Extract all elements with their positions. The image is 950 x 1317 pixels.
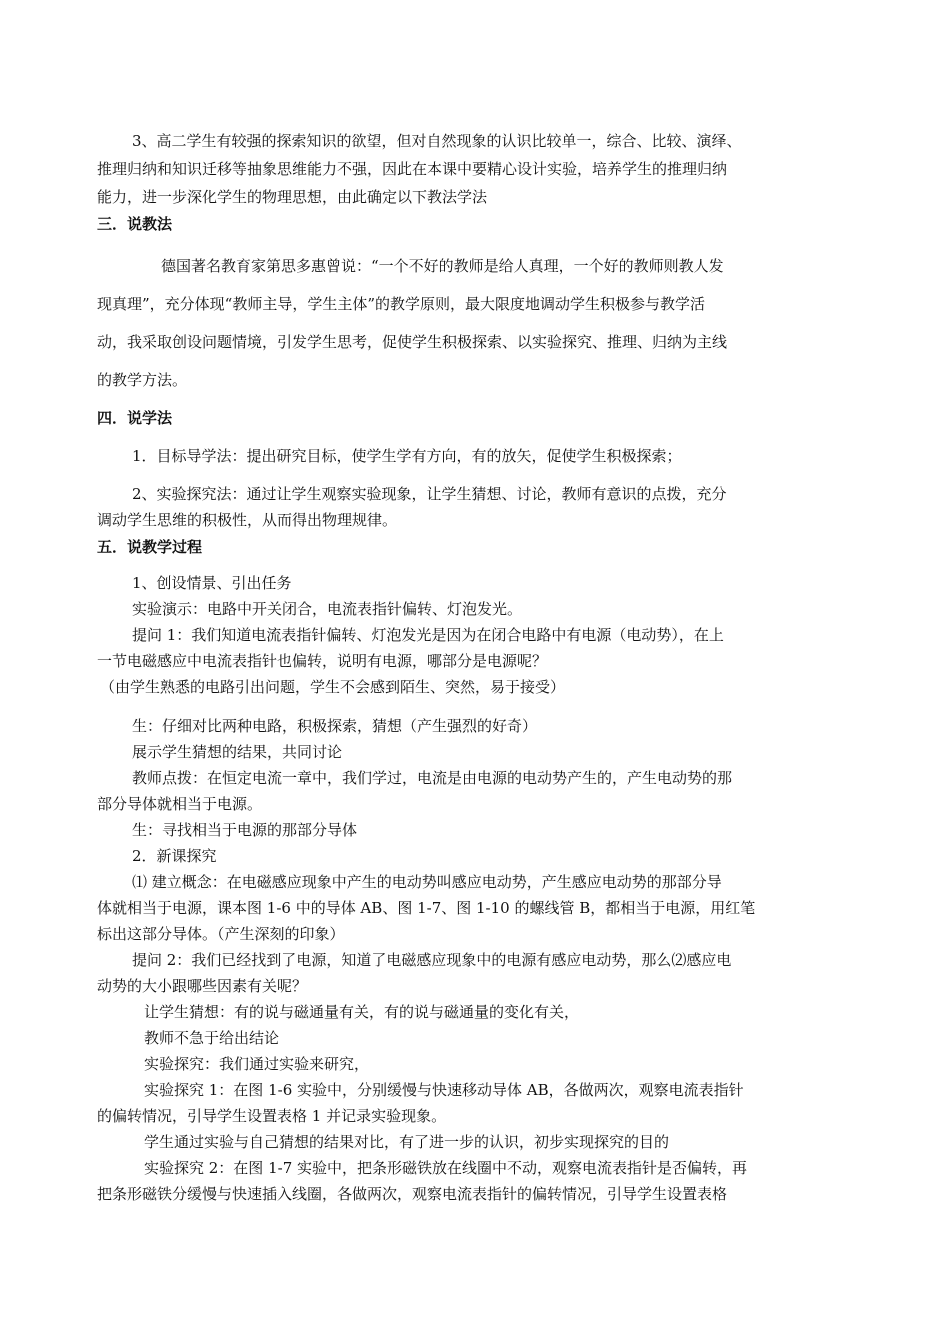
paragraph-line: 动，我采取创设问题情境，引发学生思考，促使学生积极探索、以实验探究、推理、归纳为主线	[97, 333, 728, 351]
paragraph-line: 1、创设情景、引出任务	[132, 574, 292, 592]
section-heading: 四．说学法	[97, 409, 173, 427]
paragraph-line: 能力，进一步深化学生的物理思想，由此确定以下教法学法	[97, 188, 488, 206]
paragraph-line: 2、实验探究法：通过让学生观察实验现象，让学生猜想、讨论，教师有意识的点拨，充分	[132, 485, 727, 503]
paragraph-line: 生：寻找相当于电源的那部分导体	[132, 821, 358, 839]
paragraph-line: 德国著名教育家第思多惠曾说：“一个不好的教师是给人真理，一个好的教师则教人发	[161, 257, 724, 275]
paragraph-line: 实验探究 2：在图 1-7 实验中，把条形磁铁放在线圈中不动，观察电流表指针是否偏转，再	[144, 1159, 748, 1177]
paragraph-line: 3、高二学生有较强的探索知识的欲望，但对自然现象的认识比较单一，综合、比较、演绎、	[132, 132, 742, 150]
paragraph-line: 体就相当于电源，课本图 1-6 中的导体 AB、图 1-7、图 1-10 的螺线管 B，都相当于电源，用红笔	[97, 899, 756, 917]
paragraph-line: 标出这部分导体。（产生深刻的印象）	[97, 925, 345, 943]
paragraph-line: 教师点拨：在恒定电流一章中，我们学过，电流是由电源的电动势产生的，产生电动势的那	[132, 769, 733, 787]
paragraph-line: 2．新课探究	[132, 847, 217, 865]
paragraph-line: 1．目标导学法：提出研究目标，使学生学有方向，有的放矢，促使学生积极探索；	[132, 447, 682, 465]
paragraph-line: 的教学方法。	[97, 371, 188, 389]
paragraph-line: ⑴ 建立概念：在电磁感应现象中产生的电动势叫感应电动势，产生感应电动势的那部分导	[132, 873, 722, 891]
section-heading: 五．说教学过程	[97, 538, 203, 556]
paragraph-line: （由学生熟悉的电路引出问题，学生不会感到陌生、突然，易于接受）	[100, 678, 566, 696]
paragraph-line: 提问 1：我们知道电流表指针偏转、灯泡发光是因为在闭合电路中有电源（电动势），在上	[132, 626, 724, 644]
paragraph-line: 部分导体就相当于电源。	[97, 795, 263, 813]
paragraph-line: 的偏转情况，引导学生设置表格 1 并记录实验现象。	[97, 1107, 447, 1125]
paragraph-line: 提问 2：我们已经找到了电源，知道了电磁感应现象中的电源有感应电动势，那么⑵感应电	[132, 951, 732, 969]
paragraph-line: 实验探究 1：在图 1-6 实验中，分别缓慢与快速移动导体 AB，各做两次，观察电流表指针	[144, 1081, 744, 1099]
paragraph-line: 把条形磁铁分缓慢与快速插入线圈，各做两次，观察电流表指针的偏转情况，引导学生设置表格	[97, 1185, 728, 1203]
paragraph-line: 生：仔细对比两种电路，积极探索，猜想（产生强烈的好奇）	[132, 717, 538, 735]
paragraph-line: 一节电磁感应中电流表指针也偏转，说明有电源，哪部分是电源呢？	[97, 652, 548, 670]
paragraph-line: 现真理”，充分体现“教师主导，学生主体”的教学原则，最大限度地调动学生积极参与教学活	[97, 295, 706, 313]
section-heading: 三．说教法	[97, 215, 173, 233]
paragraph-line: 教师不急于给出结论	[144, 1029, 280, 1047]
paragraph-line: 调动学生思维的积极性，从而得出物理规律。	[97, 511, 398, 529]
paragraph-line: 推理归纳和知识迁移等抽象思维能力不强，因此在本课中要精心设计实验，培养学生的推理归纳	[97, 160, 728, 178]
paragraph-line: 实验演示：电路中开关闭合，电流表指针偏转、灯泡发光。	[132, 600, 523, 618]
paragraph-line: 实验探究：我们通过实验来研究，	[144, 1055, 370, 1073]
paragraph-line: 动势的大小跟哪些因素有关呢？	[97, 977, 308, 995]
paragraph-line: 展示学生猜想的结果，共同讨论	[132, 743, 343, 761]
paragraph-line: 让学生猜想：有的说与磁通量有关，有的说与磁通量的变化有关，	[144, 1003, 580, 1021]
paragraph-line: 学生通过实验与自己猜想的结果对比，有了进一步的认识，初步实现探究的目的	[144, 1133, 670, 1151]
